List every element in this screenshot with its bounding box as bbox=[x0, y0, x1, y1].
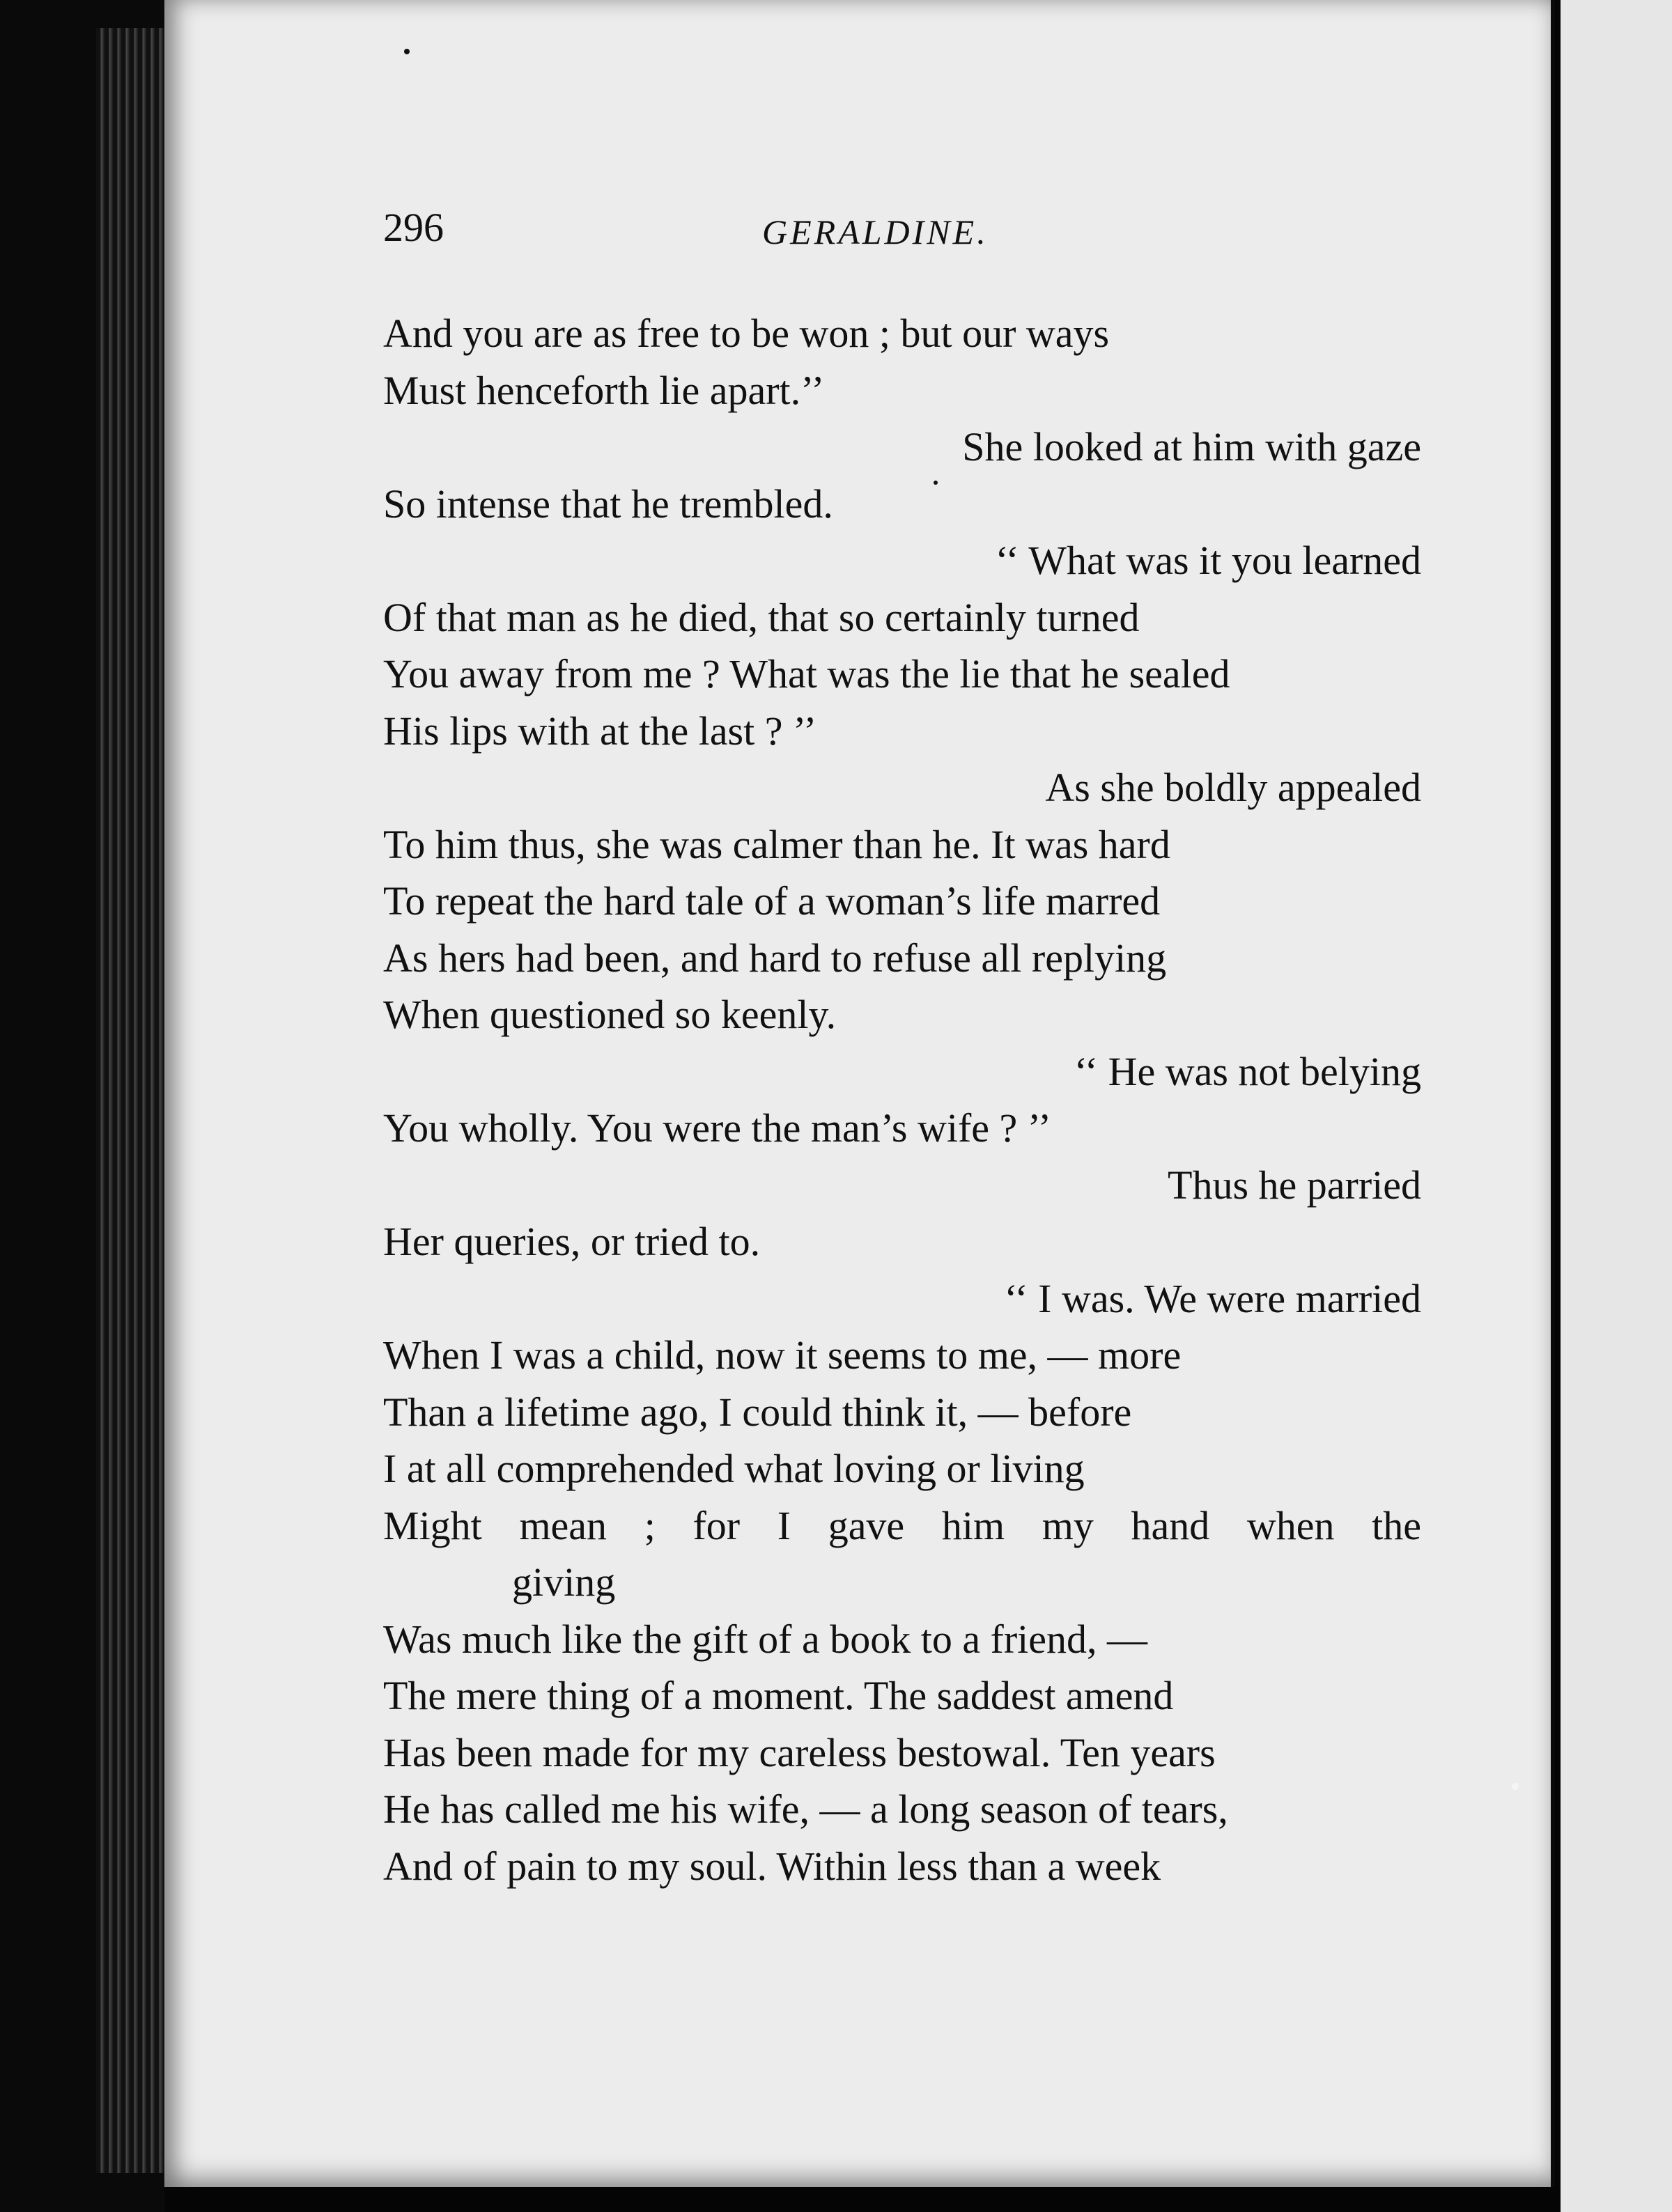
poem-line: To repeat the hard tale of a woman’s life marred bbox=[383, 878, 1161, 924]
poem-line: When I was a child, now it seems to me, — more bbox=[383, 1332, 1182, 1378]
poem-line: You wholly. You were the man’s wife ? ’’ bbox=[383, 1105, 1052, 1151]
running-title: GERALDINE. bbox=[762, 212, 989, 251]
poem-line: Of that man as he died, that so certainly turned bbox=[383, 594, 1140, 640]
poem-line: He has called me his wife, — a long season of tears, bbox=[383, 1786, 1228, 1832]
poem-line: The mere thing of a moment. The saddest amend bbox=[383, 1673, 1174, 1718]
poem-line: As she boldly appealed bbox=[1045, 765, 1421, 810]
poem-line: And you are as free to be won ; but our ways bbox=[383, 311, 1110, 356]
poem-line: When questioned so keenly. bbox=[383, 992, 837, 1037]
page-header bbox=[383, 203, 1421, 259]
poem-line: Her queries, or tried to. bbox=[383, 1219, 761, 1264]
poem-line: ‘‘ I was. We were married bbox=[1004, 1275, 1421, 1321]
poem-line: I at all comprehended what loving or living bbox=[383, 1446, 1085, 1491]
poem-line: And of pain to my soul. Within less than a week bbox=[383, 1843, 1161, 1889]
poem-line: As hers had been, and hard to refuse all replying bbox=[383, 935, 1167, 981]
ink-speck bbox=[1512, 1783, 1519, 1790]
poem-line: Than a lifetime ago, I could think it, — before bbox=[383, 1389, 1132, 1435]
facing-page-edge bbox=[1555, 0, 1672, 2212]
book-spine-edge bbox=[96, 28, 166, 2173]
poem-line: Was much like the gift of a book to a friend, — bbox=[383, 1616, 1148, 1662]
poem-line: Might mean ; for I gave him my hand when the bbox=[383, 1502, 1421, 1548]
poem-line: To him thus, she was calmer than he. It was hard bbox=[383, 821, 1170, 867]
poem-line: Must henceforth lie apart.’’ bbox=[383, 367, 825, 413]
poem-line: You away from me ? What was the lie that he sealed bbox=[383, 651, 1230, 696]
poem-line: giving bbox=[512, 1559, 616, 1605]
poem-text bbox=[383, 305, 1421, 1894]
ink-speck bbox=[404, 49, 410, 54]
poem-line: ‘‘ What was it you learned bbox=[995, 538, 1421, 583]
poem-line: Thus he parried bbox=[1168, 1162, 1421, 1208]
poem-line: His lips with at the last ? ’’ bbox=[383, 708, 817, 754]
scan-bottom-border bbox=[164, 2187, 1555, 2212]
poem-line: So intense that he trembled. bbox=[383, 481, 833, 527]
poem-line: ‘‘ He was not belying bbox=[1074, 1048, 1421, 1094]
page-number: 296 bbox=[383, 205, 444, 250]
poem-line: Has been made for my careless bestowal. Ten years bbox=[383, 1729, 1216, 1775]
poem-line: She looked at him with gaze bbox=[962, 424, 1421, 469]
